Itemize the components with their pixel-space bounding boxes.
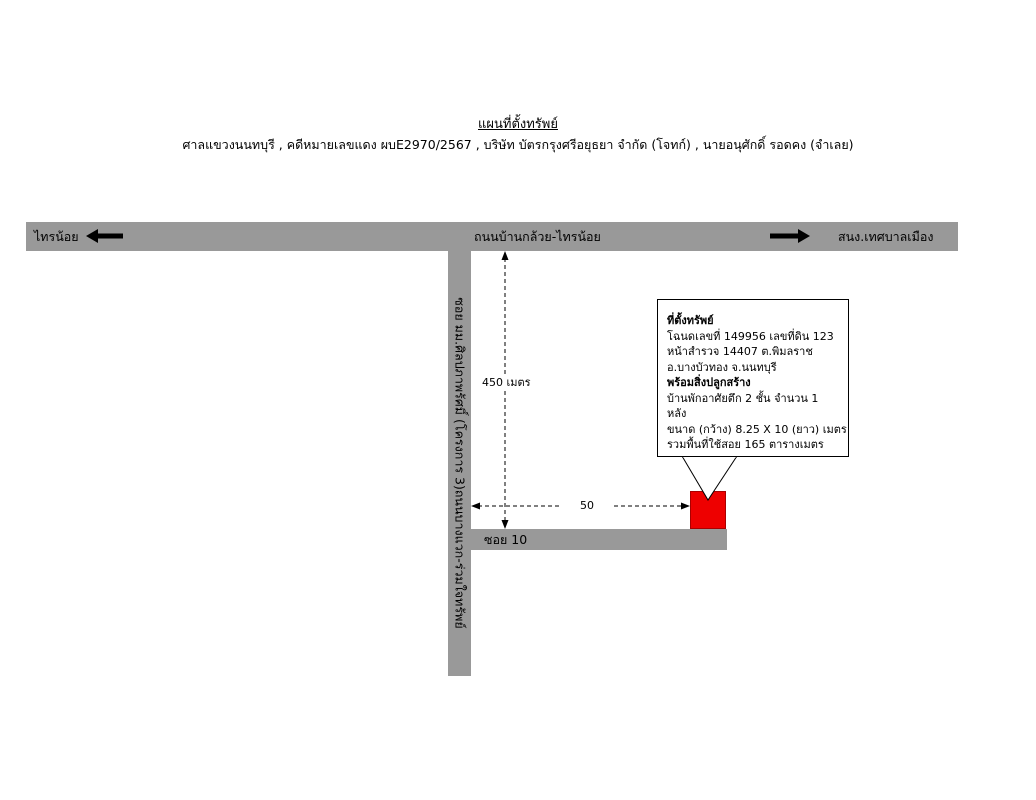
main-road-name: ถนนบ้านกล้วย-ไทรน้อย (474, 229, 601, 244)
size-line: ขนาด (กว้าง) 8.25 X 10 (ยาว) เมตร (667, 422, 847, 436)
dimension-arrowhead-right (681, 503, 690, 510)
vertical-distance-label: 450 เมตร (482, 376, 531, 389)
right-direction-label: สนง.เทศบาลเมือง (838, 229, 934, 244)
building-line: บ้านพักอาศัยตึก 2 ชั้น จำนวน 1 หลัง (667, 391, 819, 420)
dimension-arrowhead-bottom (502, 520, 509, 529)
dimension-arrowhead-top (502, 251, 509, 260)
left-direction-label: ไทรน้อย (34, 229, 79, 244)
soi-10-name: ซอย 10 (484, 532, 528, 547)
property-info-callout (657, 299, 849, 457)
area-line: รวมพื้นที่ใช้สอย 165 ตารางเมตร (667, 438, 824, 451)
dimension-arrowhead-left (471, 503, 480, 510)
map-title: แผนที่ตั้งทรัพย์ (478, 117, 558, 132)
horizontal-distance-label: 50 (580, 499, 594, 512)
side-soi-name: ซอย มม.ศิลปภาพรัศมิ์ (โครงการ 3)ถนนบางแวก-ร่วมใจทรัพย์ (452, 297, 468, 629)
survey-line: หน้าสำรวจ 14407 ต.พิมลราช (667, 345, 813, 358)
building-heading: พร้อมสิ่งปลูกสร้าง (667, 376, 751, 389)
callout-heading: ที่ตั้งทรัพย์ (667, 314, 714, 327)
case-subtitle: ศาลแขวงนนทบุรี , คดีหมายเลขแดง ผบE2970/2567 , บริษัท บัตรกรุงศรีอยุธยา จำกัด (โจทก์) , นายอนุศักดิ์ รอดคง (จำเลย) (182, 137, 854, 152)
district-line: อ.บางบัวทอง จ.นนทบุรี (667, 360, 777, 374)
deed-line: โฉนดเลขที่ 149956 เลขที่ดิน 123 (667, 329, 834, 343)
callout-pointer (680, 455, 742, 503)
